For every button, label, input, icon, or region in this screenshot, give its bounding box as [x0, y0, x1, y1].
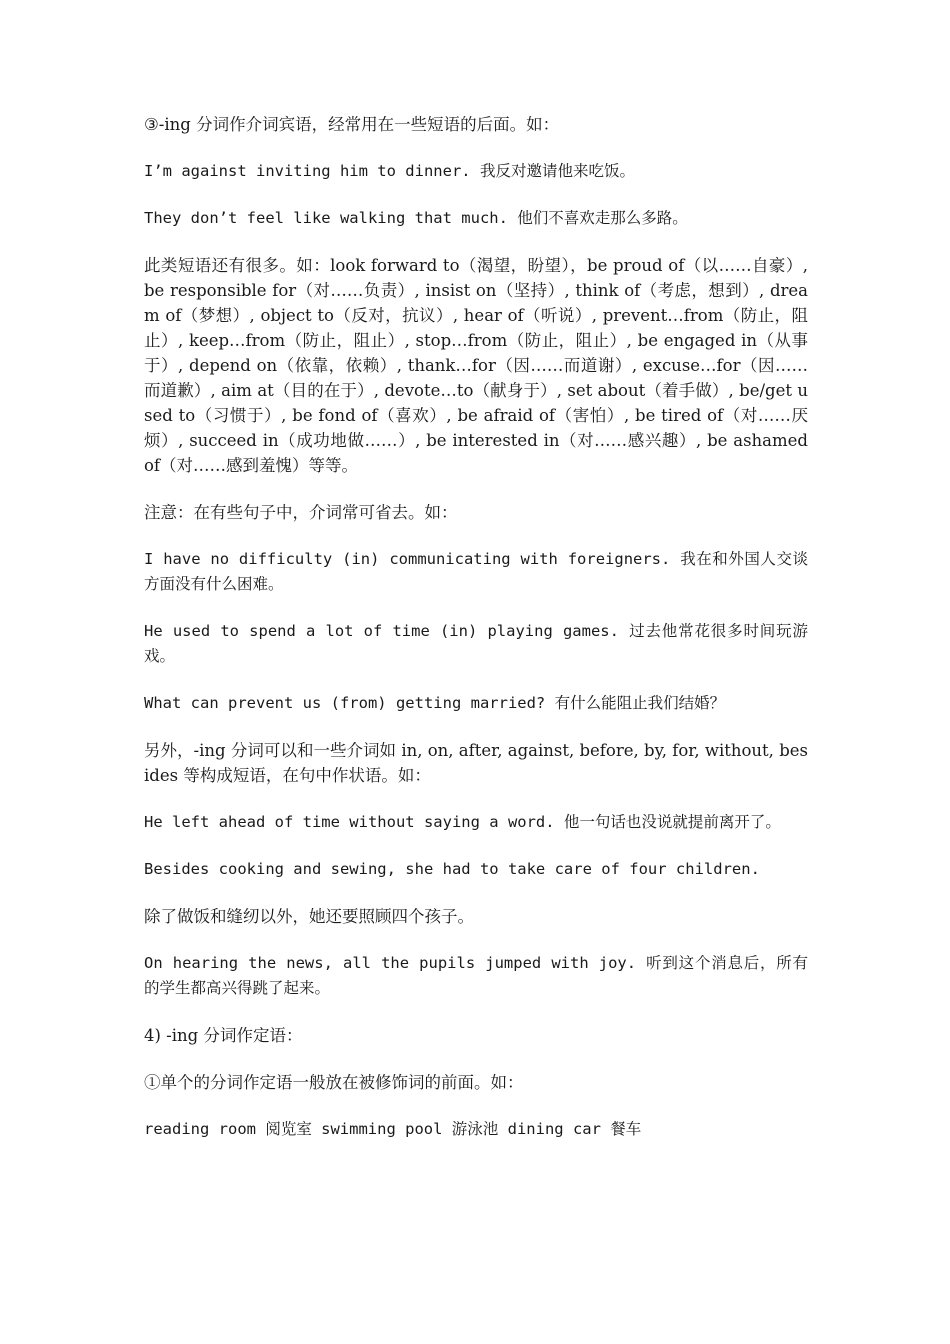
example-compound-nouns: reading room 阅览室 swimming pool 游泳池 dining car 餐车: [144, 1120, 642, 1138]
paragraph-note-omit-prep: 注意：在有些句子中，介词常可省去。如：: [144, 503, 458, 522]
example-against-inviting: I’m against inviting him to dinner. 我反对邀请他来吃饭。: [144, 162, 635, 180]
example-besides-cooking: Besides cooking and sewing, she had to take care of four children.: [144, 860, 760, 878]
paragraph-single-participle: ①单个的分词作定语一般放在被修饰词的前面。如：: [144, 1073, 524, 1092]
paragraph-gerund-prep-object: ③-ing 分词作介词宾语，经常用在一些短语的后面。如：: [144, 115, 560, 134]
example-prevent-getting-married: What can prevent us (from) getting married? 有什么能阻止我们结婚？: [144, 694, 726, 712]
example-without-saying: He left ahead of time without saying a word. 他一句话也没说就提前离开了。: [144, 813, 781, 831]
paragraph-adverbial-phrases: 另外，-ing 分词可以和一些介词如 in, on, after, against, before, by, for, without, besides 等构成短语，在句中作状语。如：: [144, 741, 808, 785]
example-feel-like-walking: They don’t feel like walking that much. 他们不喜欢走那么多路。: [144, 209, 688, 227]
translation-besides-cooking: 除了做饭和缝纫以外，她还要照顾四个孩子。: [144, 907, 474, 926]
example-on-hearing: On hearing the news, all the pupils jumped with joy. 听到这个消息后，所有的学生都高兴得跳了起来。: [144, 954, 808, 997]
example-difficulty-communicating: I have no difficulty (in) communicating with foreigners. 我在和外国人交谈方面没有什么困难。: [144, 550, 808, 593]
example-spend-time-playing: He used to spend a lot of time (in) playing games. 过去他常花很多时间玩游戏。: [144, 622, 808, 665]
section-heading-attributive: 4) -ing 分词作定语：: [144, 1026, 303, 1045]
document-body: [144, 112, 808, 1142]
paragraph-phrase-list: 此类短语还有很多。如：look forward to（渴望，盼望），be proud of（以……自豪）, be responsible for（对……负责）, insist on（坚持）, think of（考虑，想到）, dream of（梦想）, object to（反对，抗议）, hear of（听说）, prevent…from（防止，阻止）, keep…from（防止，阻止）, stop…from（防止，阻止）, be engaged in（从事于）, depend on（依靠，依赖）, thank…for（因……而道谢）, excuse…for（因……而道歉）, aim at（目的在于）, devote…to（献身于）, set about（着手做）, be/get used to（习惯于）, be fond of（喜欢）, be afraid of（害怕）, be tired of（对……厌烦）, succeed in（成功地做……）, be interested in（对……感兴趣）, be ashamed of（对……感到羞愧）等等。: [144, 256, 808, 475]
